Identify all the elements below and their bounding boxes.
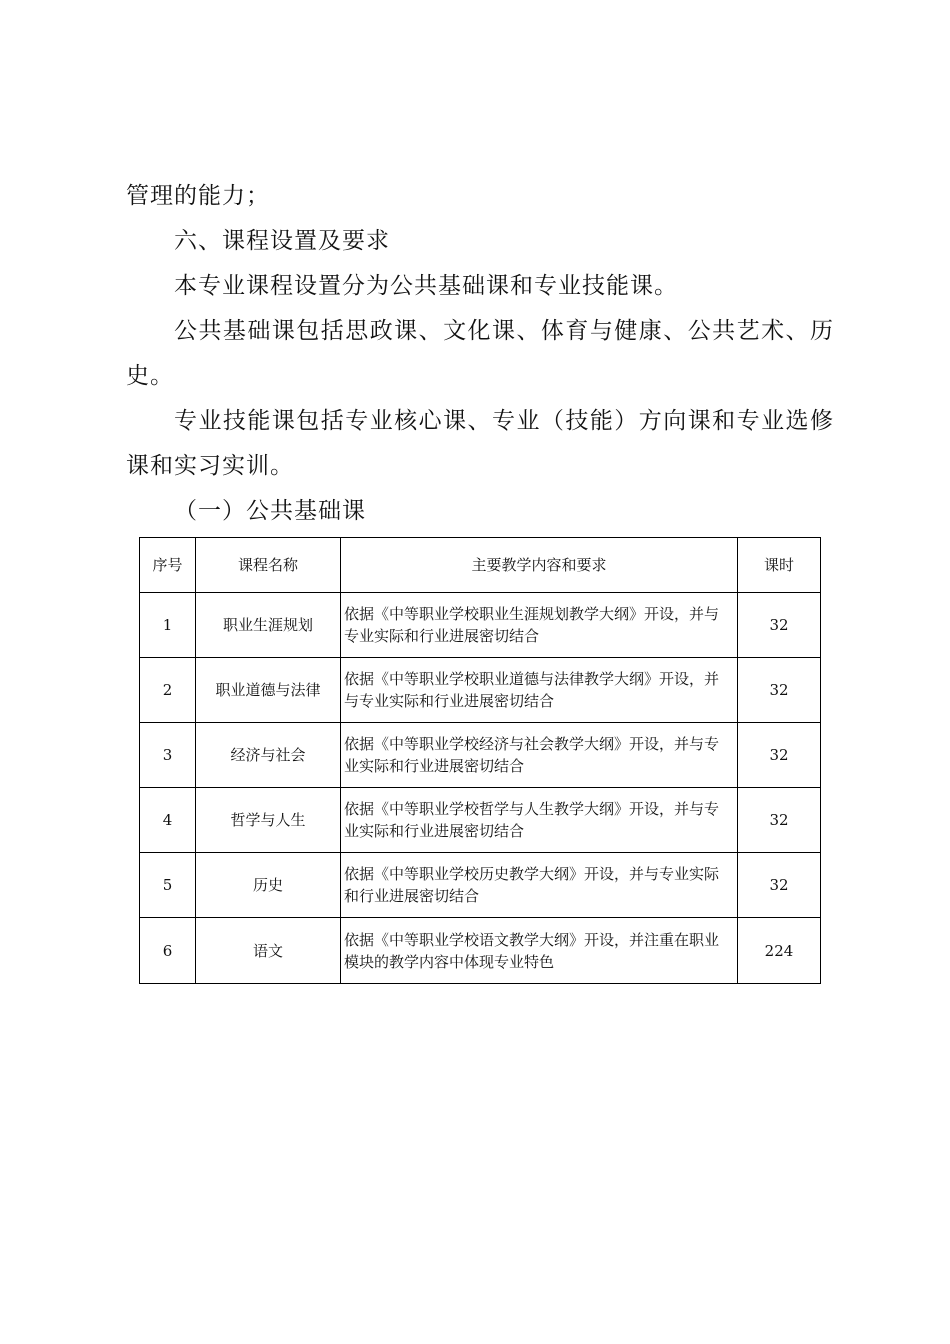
cell-hours: 224 <box>738 918 821 984</box>
cell-index: 5 <box>140 853 196 918</box>
table-row <box>140 918 821 984</box>
table-row <box>140 788 821 853</box>
cell-index: 1 <box>140 593 196 658</box>
cell-hours: 32 <box>738 788 821 853</box>
cell-content: 依据《中等职业学校经济与社会教学大纲》开设，并与专业实际和行业进展密切结合 <box>341 723 738 788</box>
cell-content: 依据《中等职业学校语文教学大纲》开设，并注重在职业模块的教学内容中体现专业特色 <box>341 918 738 984</box>
table-row <box>140 658 821 723</box>
cell-index: 3 <box>140 723 196 788</box>
cell-content: 依据《中等职业学校哲学与人生教学大纲》开设，并与专业实际和行业进展密切结合 <box>341 788 738 853</box>
cell-hours: 32 <box>738 853 821 918</box>
cell-index: 2 <box>140 658 196 723</box>
header-content: 主要教学内容和要求 <box>341 538 738 593</box>
header-hours: 课时 <box>738 538 821 593</box>
cell-course-name: 职业生涯规划 <box>196 593 341 658</box>
course-table <box>139 537 821 984</box>
cell-hours: 32 <box>738 723 821 788</box>
cell-hours: 32 <box>738 593 821 658</box>
table-row <box>140 593 821 658</box>
paragraph-professional-skill-courses: 专业技能课包括专业核心课、专业（技能）方向课和专业选修课和实习实训。 <box>126 408 834 479</box>
table-header-row <box>140 538 821 593</box>
cell-index: 6 <box>140 918 196 984</box>
cell-index: 4 <box>140 788 196 853</box>
table-row <box>140 723 821 788</box>
cell-hours: 32 <box>738 658 821 723</box>
paragraph-course-categories: 本专业课程设置分为公共基础课和专业技能课。 <box>174 273 678 299</box>
cell-content: 依据《中等职业学校职业生涯规划教学大纲》开设，并与专业实际和行业进展密切结合 <box>341 593 738 658</box>
section-heading-curriculum: 六、课程设置及要求 <box>174 228 390 254</box>
header-course-name: 课程名称 <box>196 538 341 593</box>
cell-course-name: 哲学与人生 <box>196 788 341 853</box>
cell-course-name: 职业道德与法律 <box>196 658 341 723</box>
cell-content: 依据《中等职业学校职业道德与法律教学大纲》开设，并与专业实际和行业进展密切结合 <box>341 658 738 723</box>
cell-content: 依据《中等职业学校历史教学大纲》开设，并与专业实际和行业进展密切结合 <box>341 853 738 918</box>
header-index: 序号 <box>140 538 196 593</box>
cell-course-name: 语文 <box>196 918 341 984</box>
paragraph-continuation: 管理的能力； <box>126 183 270 209</box>
subsection-heading-public-basic: （一）公共基础课 <box>174 498 366 524</box>
table-row <box>140 853 821 918</box>
cell-course-name: 历史 <box>196 853 341 918</box>
cell-course-name: 经济与社会 <box>196 723 341 788</box>
paragraph-public-basic-courses: 公共基础课包括思政课、文化课、体育与健康、公共艺术、历史。 <box>126 318 834 389</box>
